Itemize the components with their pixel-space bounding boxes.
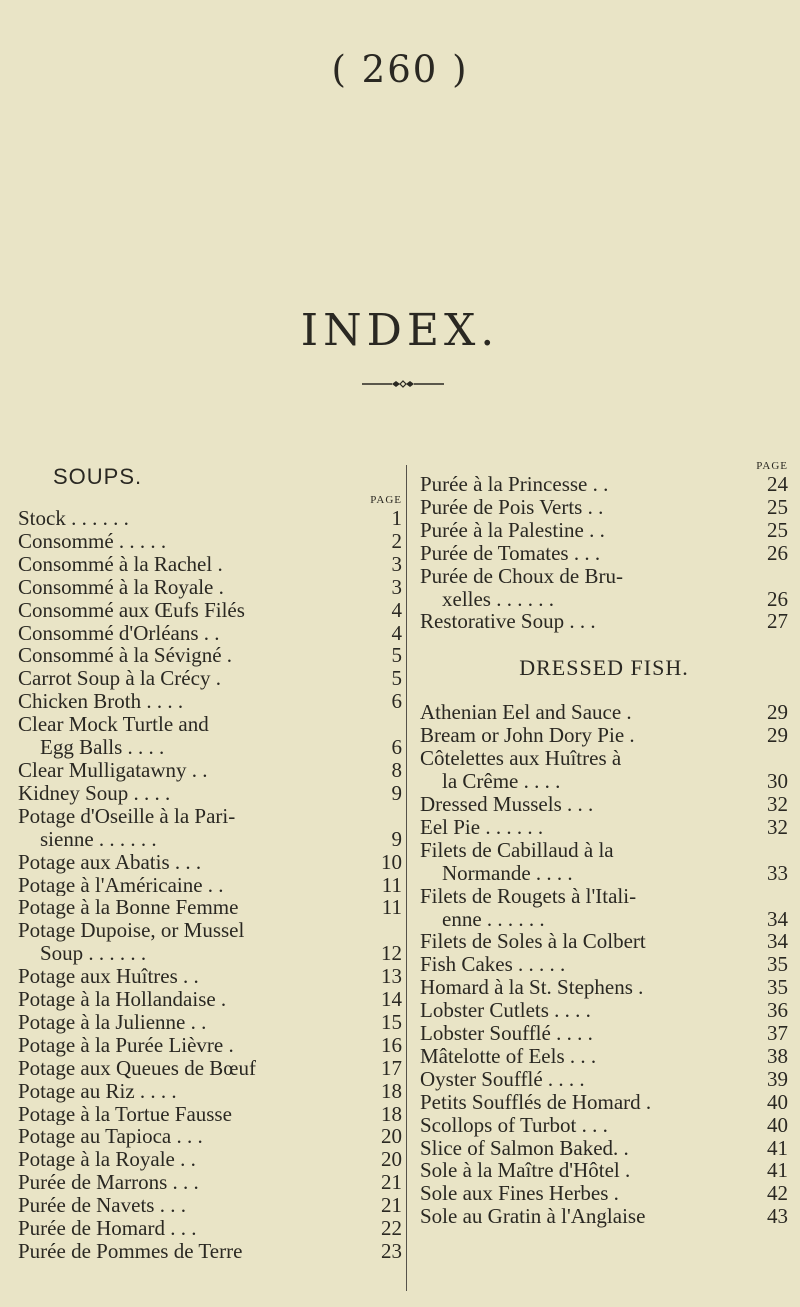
entry-text: Normande . . . .	[442, 861, 573, 885]
entry-page-number: 3	[391, 551, 402, 576]
index-entry	[18, 553, 402, 576]
index-entry	[420, 953, 788, 976]
soups-column	[18, 460, 402, 1263]
entry-text: Consommé aux Œufs Filés	[18, 598, 245, 622]
entry-page-number: 29	[767, 700, 788, 725]
index-entry	[420, 496, 788, 519]
entry-text: Purée à la Palestine . .	[420, 518, 605, 542]
index-entry	[420, 565, 788, 588]
index-entry	[18, 828, 402, 851]
index-entry	[420, 473, 788, 496]
entry-page-number: 21	[381, 1193, 402, 1218]
entry-text: Purée de Marrons . . .	[18, 1171, 199, 1195]
index-entry	[18, 599, 402, 622]
entry-page-number: 27	[767, 609, 788, 634]
entry-page-number: 20	[381, 1124, 402, 1149]
index-entry	[18, 942, 402, 965]
entry-text: Eel Pie . . . . . .	[420, 815, 544, 839]
entry-text: Oyster Soufflé . . . .	[420, 1067, 585, 1091]
index-title: INDEX.	[300, 305, 500, 356]
entry-text: Fish Cakes . . . . .	[420, 953, 566, 977]
index-entry	[18, 1171, 402, 1194]
index-entry	[18, 644, 402, 667]
entry-text: Slice of Salmon Baked. .	[420, 1136, 629, 1160]
index-entry	[420, 1205, 788, 1228]
entry-text: Consommé à la Royale .	[18, 575, 224, 599]
entry-page-number: 41	[767, 1158, 788, 1183]
entry-text: Athenian Eel and Sauce .	[420, 701, 632, 725]
index-entry	[420, 862, 788, 885]
entry-page-number: 37	[767, 1021, 788, 1046]
index-entry	[18, 1148, 402, 1171]
entry-text: Potage à la Tortue Fausse	[18, 1102, 232, 1126]
index-entry	[18, 622, 402, 645]
entry-page-number: 39	[767, 1066, 788, 1091]
index-entry	[420, 793, 788, 816]
entry-page-number: 32	[767, 791, 788, 816]
entry-page-number: 30	[767, 769, 788, 794]
entry-text: Purée de Homard . . .	[18, 1217, 197, 1240]
entry-page-number: 21	[381, 1170, 402, 1195]
entry-text: Consommé à la Sévigné .	[18, 644, 233, 668]
entry-page-number: 25	[767, 517, 788, 542]
index-entry	[18, 988, 402, 1011]
entry-page-number: 29	[767, 723, 788, 748]
soups-heading: SOUPS.	[53, 464, 143, 489]
index-entry	[18, 851, 402, 874]
index-entry	[420, 1068, 788, 1091]
entry-page-number: 1	[391, 506, 402, 530]
entry-page-number: 4	[391, 597, 402, 622]
index-entry	[18, 1011, 402, 1034]
index-entry	[18, 896, 402, 919]
index-entry	[420, 542, 788, 565]
index-entry	[18, 690, 402, 713]
entry-page-number: 43	[767, 1204, 788, 1229]
entry-page-number: 16	[381, 1032, 402, 1057]
entry-text: Potage à l'Américaine . .	[18, 873, 224, 897]
entry-text: Consommé à la Rachel .	[18, 552, 223, 576]
index-entry	[420, 1182, 788, 1205]
ornament-divider	[362, 378, 444, 390]
index-entry	[420, 519, 788, 542]
right-column	[420, 460, 788, 1228]
index-entry	[420, 930, 788, 953]
index-entry	[18, 1034, 402, 1057]
index-entry	[18, 1217, 402, 1240]
index-entry	[18, 667, 402, 690]
entry-text: xelles . . . . . .	[442, 587, 554, 611]
entry-text: Potage à la Purée Lièvre .	[18, 1033, 234, 1057]
index-entry	[18, 782, 402, 805]
entry-text: Potage aux Queues de Bœuf	[18, 1056, 256, 1080]
index-entry	[18, 965, 402, 988]
entry-page-number: 33	[767, 860, 788, 885]
index-entry	[420, 747, 788, 770]
entry-page-number: 22	[381, 1216, 402, 1241]
entry-page-number: 15	[381, 1009, 402, 1034]
entry-text: Homard à la St. Stephens .	[420, 976, 644, 1000]
entry-text: Purée de Pommes de Terre	[18, 1240, 243, 1263]
entry-text: sienne . . . . . .	[40, 827, 157, 851]
index-entry	[420, 1114, 788, 1137]
dressed-fish-heading: DRESSED FISH.	[519, 655, 689, 681]
index-entry	[18, 1125, 402, 1148]
index-entry	[420, 1091, 788, 1114]
entry-text: Potage à la Bonne Femme	[18, 896, 239, 920]
index-entry	[420, 839, 788, 862]
entry-text: Bream or John Dory Pie .	[420, 724, 635, 748]
index-entry	[18, 805, 402, 828]
entry-page-number: 8	[391, 757, 402, 782]
entry-page-number: 5	[391, 643, 402, 668]
entry-page-number: 38	[767, 1043, 788, 1068]
page-column-label: PAGE	[370, 494, 402, 506]
entry-text: Chicken Broth . . . .	[18, 690, 184, 714]
entry-text: Purée à la Princesse . .	[420, 473, 609, 496]
entry-text: Filets de Soles à la Colbert	[420, 930, 646, 954]
entry-text: enne . . . . . .	[442, 907, 545, 931]
entry-text: Purée de Tomates . . .	[420, 541, 601, 565]
entry-text: Potage Dupoise, or Mussel	[18, 919, 245, 943]
index-entry	[18, 1080, 402, 1103]
entry-page-number: 23	[381, 1239, 402, 1263]
entry-page-number: 6	[391, 689, 402, 714]
entry-page-number: 14	[381, 987, 402, 1012]
entry-page-number: 34	[767, 929, 788, 954]
index-entry	[18, 1103, 402, 1126]
index-entry	[18, 713, 402, 736]
entry-text: Lobster Soufflé . . . .	[420, 1022, 593, 1045]
entry-text: Soup . . . . . .	[40, 942, 147, 966]
soups-list	[18, 507, 402, 1263]
entry-page-number: 5	[391, 666, 402, 691]
entry-text: Potage à la Royale . .	[18, 1148, 196, 1172]
entry-text: Côtelettes aux Huîtres à	[420, 747, 622, 771]
entry-page-number: 18	[381, 1078, 402, 1103]
entry-page-number: 40	[767, 1089, 788, 1114]
index-entry	[420, 816, 788, 839]
entry-text: Purée de Choux de Bru-	[420, 564, 623, 588]
entry-page-number: 6	[391, 735, 402, 760]
entry-page-number: 13	[381, 964, 402, 989]
entry-page-number: 4	[391, 620, 402, 645]
entry-page-number: 35	[767, 952, 788, 977]
index-entry	[18, 1194, 402, 1217]
index-entry	[18, 576, 402, 599]
index-entry	[18, 874, 402, 897]
entry-page-number: 26	[767, 540, 788, 565]
entry-text: Purée de Navets . . .	[18, 1194, 186, 1218]
entry-text: Sole au Gratin à l'Anglaise	[420, 1205, 646, 1229]
entry-page-number: 41	[767, 1135, 788, 1160]
entry-text: Scollops of Turbot . . .	[420, 1113, 608, 1137]
entry-text: Filets de Rougets à l'Itali-	[420, 884, 637, 908]
entry-page-number: 36	[767, 998, 788, 1023]
entry-text: Mâtelotte of Eels . . .	[420, 1044, 597, 1068]
entry-page-number: 24	[767, 472, 788, 496]
entry-page-number: 10	[381, 849, 402, 874]
entry-text: Dressed Mussels . . .	[420, 792, 594, 816]
index-entry	[420, 908, 788, 931]
entry-page-number: 35	[767, 975, 788, 1000]
index-entry	[420, 701, 788, 724]
entry-text: Sole aux Fines Herbes .	[420, 1182, 619, 1206]
entry-page-number: 20	[381, 1147, 402, 1172]
entry-page-number: 17	[381, 1055, 402, 1080]
entry-page-number: 40	[767, 1112, 788, 1137]
index-entry	[18, 759, 402, 782]
index-entry	[420, 976, 788, 999]
index-entry	[420, 1045, 788, 1068]
index-entry	[18, 507, 402, 530]
entry-page-number: 34	[767, 906, 788, 931]
entry-text: Petits Soufflés de Homard .	[420, 1090, 652, 1114]
entry-text: Clear Mulligatawny . .	[18, 758, 208, 782]
index-entry	[18, 1057, 402, 1080]
entry-text: Filets de Cabillaud à la	[420, 838, 614, 862]
index-entry	[420, 610, 788, 633]
page-column-label: PAGE	[756, 460, 788, 472]
entry-text: Potage au Tapioca . . .	[18, 1125, 203, 1149]
index-entry	[420, 588, 788, 611]
entry-page-number: 42	[767, 1181, 788, 1206]
entry-page-number: 2	[391, 528, 402, 553]
entry-text: Consommé . . . . .	[18, 529, 167, 553]
entry-page-number: 9	[391, 826, 402, 851]
entry-page-number: 26	[767, 586, 788, 611]
index-entry	[420, 724, 788, 747]
entry-text: Potage aux Huîtres . .	[18, 965, 199, 989]
entry-page-number: 18	[381, 1101, 402, 1126]
entry-text: Consommé d'Orléans . .	[18, 621, 220, 645]
index-entry	[18, 919, 402, 942]
entry-text: Stock . . . . . .	[18, 507, 129, 530]
entry-text: Potage d'Oseille à la Pari-	[18, 804, 236, 828]
entry-text: Lobster Cutlets . . . .	[420, 999, 591, 1023]
entry-text: Potage aux Abatis . . .	[18, 850, 202, 874]
column-rule	[406, 465, 407, 1291]
entry-text: Potage à la Hollandaise .	[18, 988, 227, 1011]
index-entry	[420, 885, 788, 908]
index-entry	[18, 736, 402, 759]
entry-page-number: 32	[767, 814, 788, 839]
entry-page-number: 12	[381, 941, 402, 966]
index-entry	[18, 1240, 402, 1263]
dressed-fish-list	[420, 701, 788, 1228]
index-entry	[420, 770, 788, 793]
entry-text: Egg Balls . . . .	[40, 736, 165, 759]
index-entry	[420, 1022, 788, 1045]
entry-page-number: 3	[391, 574, 402, 599]
entry-text: Potage à la Julienne . .	[18, 1010, 207, 1034]
entry-page-number: 11	[381, 895, 402, 920]
entry-text: Sole à la Maître d'Hôtel .	[420, 1159, 631, 1183]
entry-text: Clear Mock Turtle and	[18, 713, 209, 737]
index-entry	[420, 1137, 788, 1160]
index-entry	[420, 1159, 788, 1182]
entry-page-number: 9	[391, 780, 402, 805]
index-entry	[420, 999, 788, 1022]
entry-text: la Crême . . . .	[442, 770, 561, 793]
entry-text: Carrot Soup à la Crécy .	[18, 667, 221, 691]
entry-page-number: 11	[381, 872, 402, 897]
entry-text: Potage au Riz . . . .	[18, 1079, 177, 1103]
entry-text: Restorative Soup . . .	[420, 610, 596, 634]
soups-list-continued	[420, 473, 788, 633]
entry-page-number: 25	[767, 494, 788, 519]
index-entry	[18, 530, 402, 553]
page-number: ( 260 )	[331, 48, 469, 91]
entry-text: Purée de Pois Verts . .	[420, 495, 604, 519]
entry-text: Kidney Soup . . . .	[18, 781, 171, 805]
